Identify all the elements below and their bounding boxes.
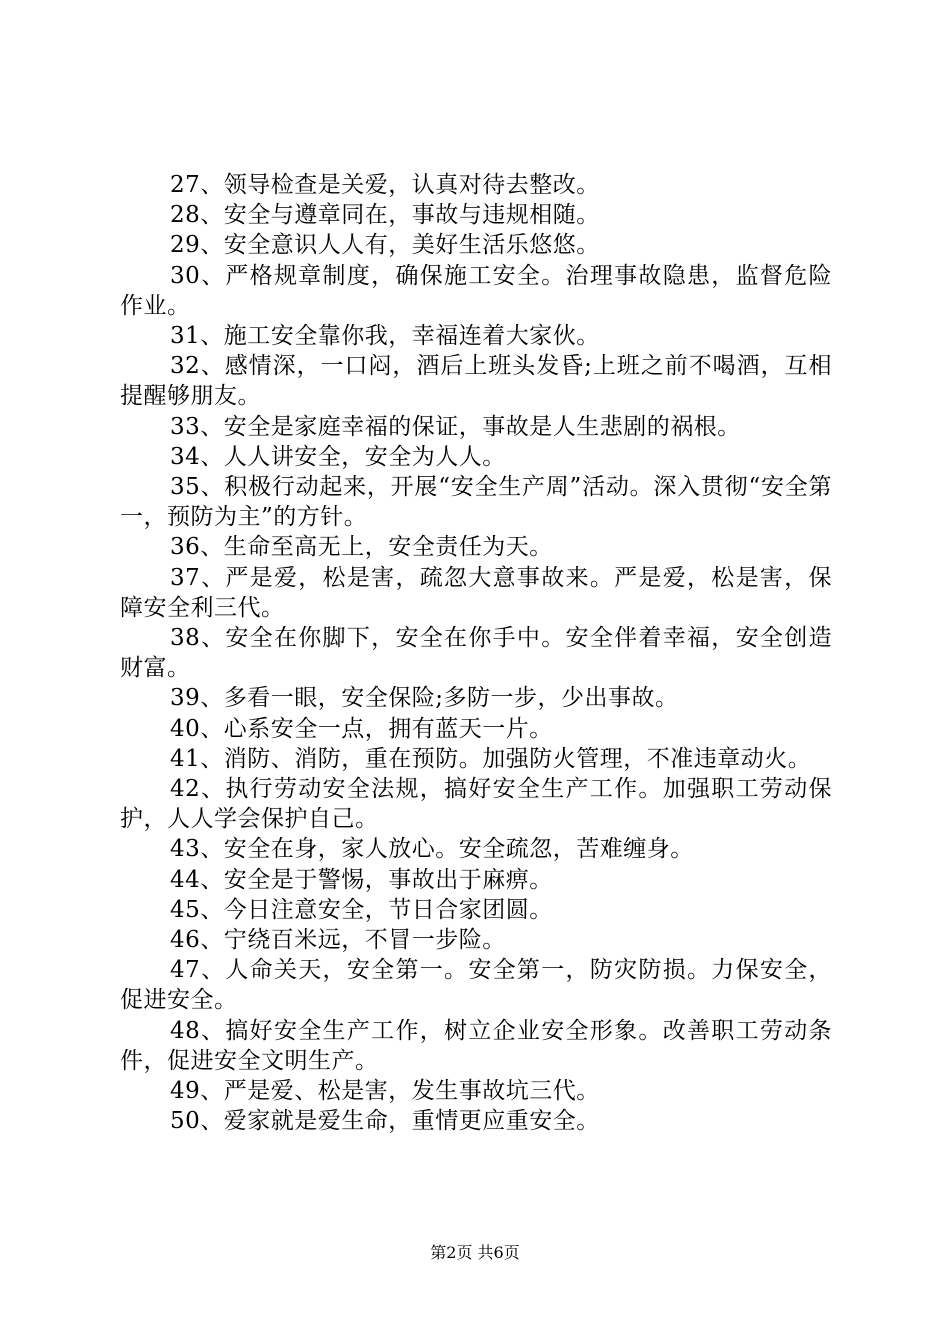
- list-item: 48、搞好安全生产工作，树立企业安全形象。改善职工劳动条件，促进安全文明生产。: [120, 1017, 832, 1074]
- list-item: 41、消防、消防，重在预防。加强防火管理，不准违章动火。: [170, 745, 812, 772]
- list-item: 30、严格规章制度，确保施工安全。治理事故隐患，监督危险作业。: [120, 262, 832, 319]
- list-item: 50、爱家就是爱生命，重情更应重安全。: [170, 1108, 600, 1135]
- list-item: 28、安全与遵章同在，事故与违规相随。: [170, 202, 600, 229]
- list-item: 49、严是爱、松是害，发生事故坑三代。: [170, 1078, 600, 1105]
- list-item: 44、安全是于警惕，事故出于麻痹。: [170, 866, 553, 893]
- page-number: 第2页 共6页: [430, 1243, 520, 1262]
- list-item: 47、人命关天，安全第一。安全第一，防灾防损。力保安全，促进安全。: [120, 957, 832, 1014]
- page-footer: [0, 1240, 950, 1263]
- list-item: 38、安全在你脚下，安全在你手中。安全伴着幸福，安全创造财富。: [120, 625, 832, 682]
- list-item: 42、执行劳动安全法规，搞好安全生产工作。加强职工劳动保护，人人学会保护自己。: [120, 776, 832, 833]
- list-item: 39、多看一眼，安全保险;多防一步，少出事故。: [170, 685, 679, 712]
- list-item: 32、感情深，一口闷，酒后上班头发昏;上班之前不喝酒，互相提醒够朋友。: [120, 353, 832, 410]
- list-item: 43、安全在身，家人放心。安全疏忽，苦难缠身。: [170, 836, 694, 863]
- list-item: 33、安全是家庭幸福的保证，事故是人生悲剧的祸根。: [170, 413, 741, 440]
- list-item: 40、心系安全一点，拥有蓝天一片。: [170, 715, 553, 742]
- slogan-list: [120, 170, 832, 1137]
- list-item: 37、严是爱，松是害，疏忽大意事故来。严是爱，松是害，保障安全利三代。: [120, 564, 832, 621]
- list-item: 35、积极行动起来，开展“安全生产周”活动。深入贯彻“安全第一，预防为主”的方针。: [120, 474, 832, 531]
- list-item: 45、今日注意安全，节日合家团圆。: [170, 896, 553, 923]
- list-item: 36、生命至高无上，安全责任为天。: [170, 534, 553, 561]
- list-item: 31、施工安全靠你我，幸福连着大家伙。: [170, 323, 600, 350]
- list-item: 29、安全意识人人有，美好生活乐悠悠。: [170, 232, 600, 259]
- list-item: 34、人人讲安全，安全为人人。: [170, 443, 506, 470]
- list-item: 46、宁绕百米远，不冒一步险。: [170, 927, 506, 954]
- list-item: 27、领导检查是关爱，认真对待去整改。: [170, 172, 600, 198]
